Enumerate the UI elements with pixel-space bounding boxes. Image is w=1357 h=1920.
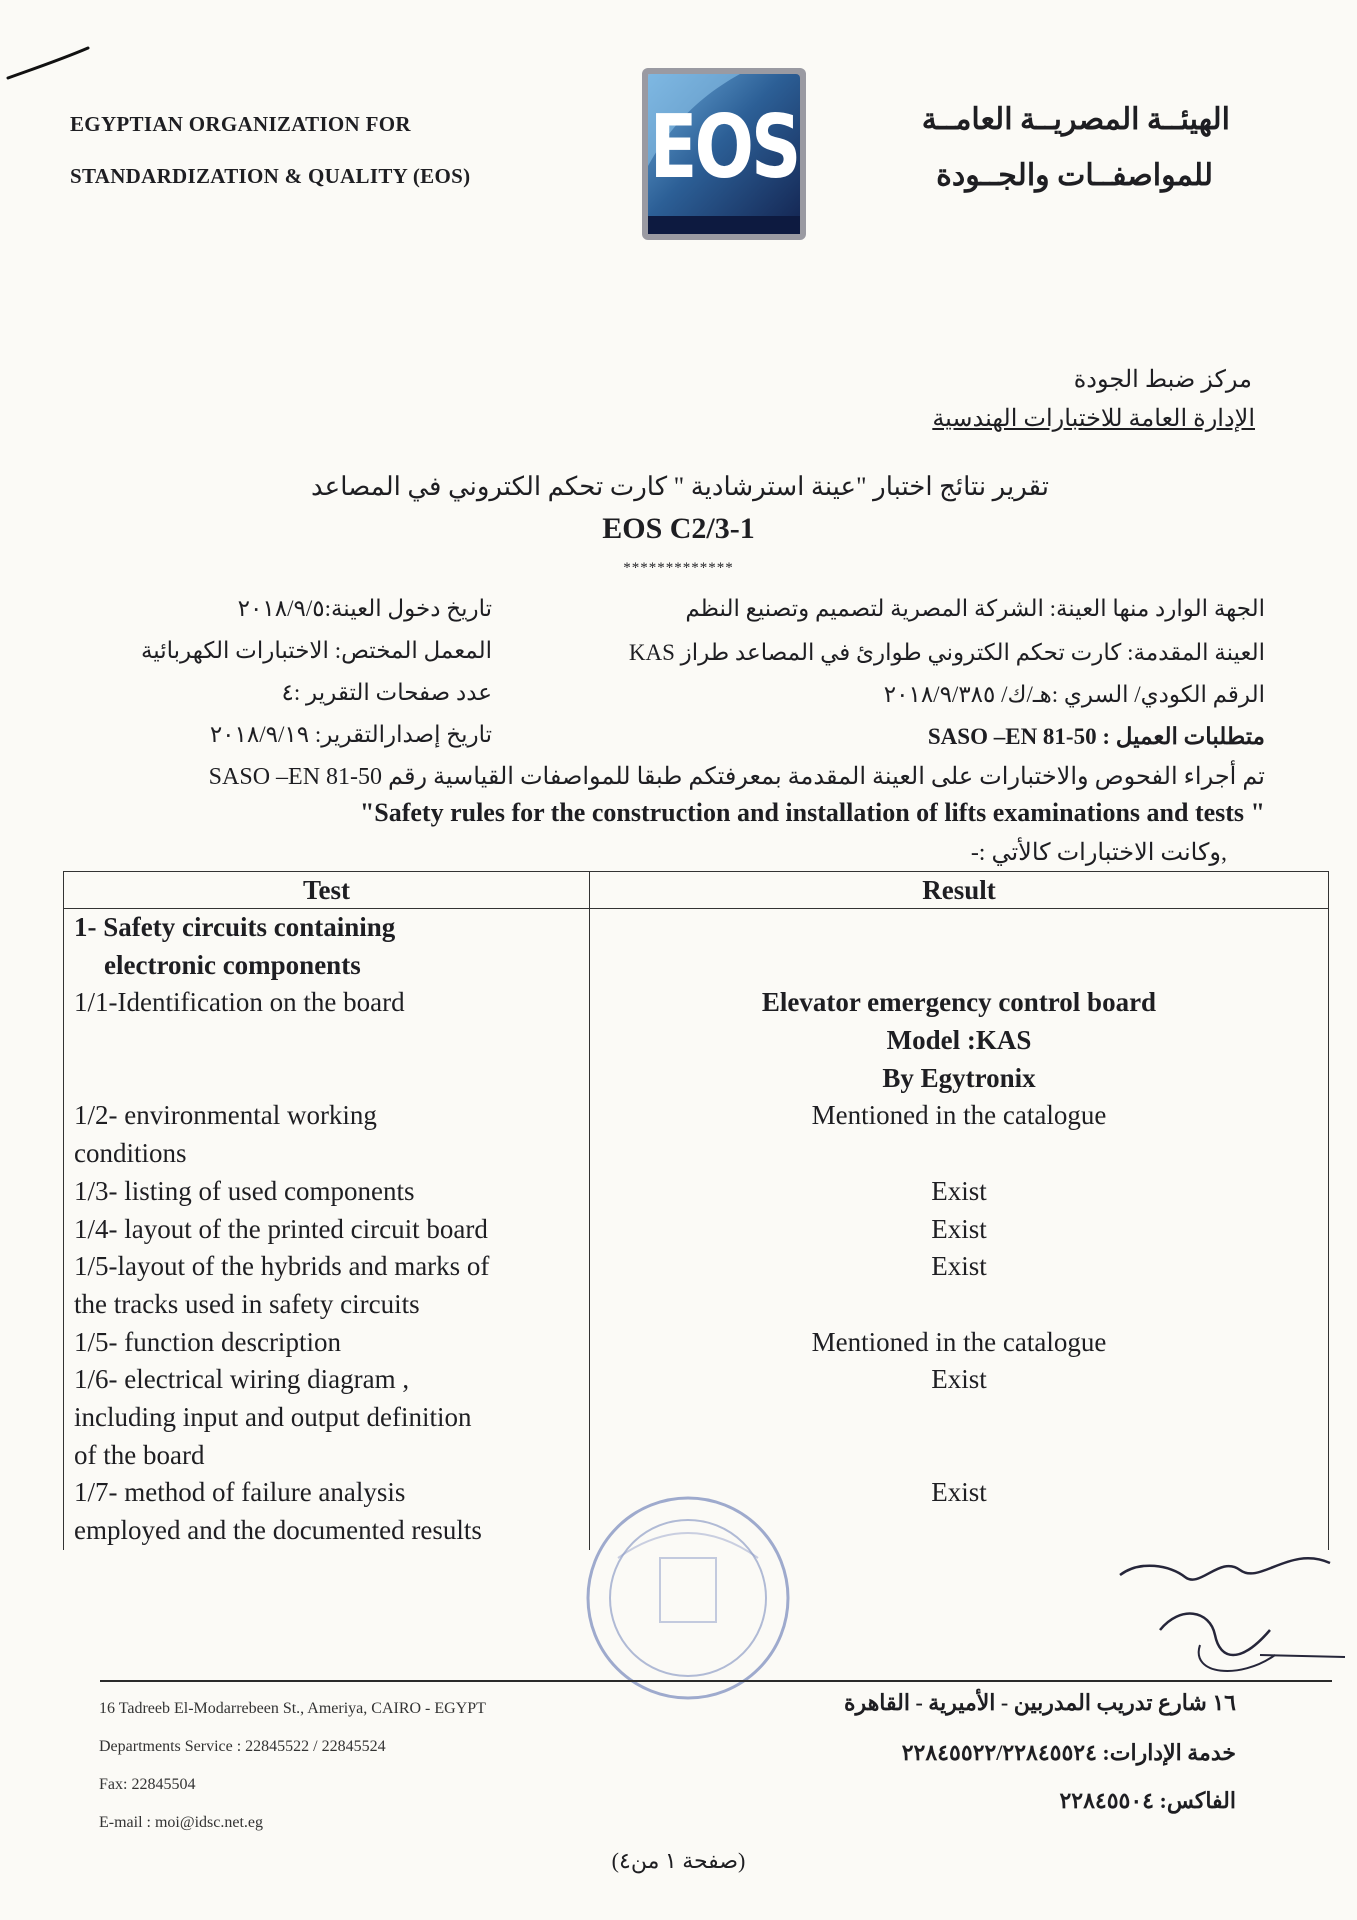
footer-phone-ar: خدمة الإدارات: ٢٢٨٤٥٥٢٢/٢٢٨٤٥٥٢٤ [901,1740,1236,1765]
intro-standard-title: "Safety rules for the construction and installation of lifts examinations and tests " [359,798,1265,827]
info-issue-date: تاريخ إصدارالتقرير: ٢٠١٨/٩/١٩ [209,722,492,747]
org-name-en-line2: STANDARDIZATION & QUALITY (EOS) [70,164,471,188]
test-line: electronic components [104,949,361,980]
result-line: Mentioned in the catalogue [811,1326,1107,1357]
result-line [590,1399,1328,1437]
test-line: 1/1-Identification on the board [74,987,405,1018]
test-line: 1- Safety circuits containing [74,912,396,942]
report-title: تقرير نتائج اختبار "عينة استرشادية " كارت تحكم الكتروني في المصاعد [311,472,1049,501]
department-center: مركز ضبط الجودة [1073,367,1252,393]
footer-fax-ar: الفاكس: ٢٢٨٤٥٥٠٤ [1059,1788,1236,1813]
test-line: 1/4- layout of the printed circuit board [74,1213,488,1244]
test-line: 1/5-layout of the hybrids and marks of [74,1251,490,1282]
pen-mark [0,30,100,90]
test-line: conditions [74,1138,187,1169]
test-line: 1/5- function description [74,1326,341,1357]
footer-fax-en: Fax: 22845504 [99,1776,196,1793]
result-line: Exist [931,1175,987,1206]
department-admin: الإدارة العامة للاختبارات الهندسية [932,406,1255,432]
result-line: Model :KAS [886,1025,1032,1056]
test-line: including input and output definition [74,1401,472,1432]
test-line: the tracks used in safety circuits [74,1288,420,1319]
org-name-ar-line1: الهيئــة المصريــة العامــة [921,103,1230,136]
eos-logo [640,66,808,242]
test-line: employed and the documented results [74,1515,482,1545]
info-pages: عدد صفحات التقرير :٤ [281,680,492,705]
header-test: Test [64,872,590,909]
footer-phone-en: Departments Service : 22845522 / 22845524 [99,1738,386,1755]
test-line: 1/6- electrical wiring diagram , [74,1364,410,1395]
test-line [64,1060,589,1098]
test-column [64,909,590,1550]
results-table [63,871,1329,1550]
info-submitter: الجهة الوارد منها العينة: الشركة المصرية لتصميم وتصنيع النظم [685,596,1265,621]
result-line [590,1286,1328,1324]
table-row [64,909,1329,1550]
official-stamp [578,1488,798,1708]
intro-line3: ,وكانت الاختبارات كالأتي :- [970,840,1227,866]
footer-rule [100,1680,1332,1682]
info-lab: المعمل المختص: الاختبارات الكهربائية [140,638,492,663]
result-column [590,909,1329,1550]
table-header-row [64,872,1329,909]
report-code: EOS C2/3-1 [602,512,755,545]
info-requirements: متطلبات العميل : SASO –EN 81-50 [927,724,1265,749]
result-line [590,947,1328,985]
title-stars: ************* [623,560,734,576]
result-line: Exist [931,1213,987,1244]
result-line: Mentioned in the catalogue [811,1100,1107,1131]
org-name-en-line1: EGYPTIAN ORGANIZATION FOR [70,112,411,136]
info-sample: العينة المقدمة: كارت تحكم الكتروني طوارئ في المصاعد طراز KAS [628,640,1265,665]
result-line [590,1135,1328,1173]
footer-address-en: 16 Tadreeb El-Modarrebeen St., Ameriya, CAIRO - EGYPT [99,1700,486,1717]
test-line: of the board [74,1439,205,1470]
intro-line1: تم أجراء الفحوص والاختبارات على العينة المقدمة بمعرفتكم طبقا للمواصفات القياسية رقم SASO –EN 81-50 [208,764,1265,790]
result-line: Elevator emergency control board [761,987,1157,1018]
result-line: Exist [931,1364,987,1395]
result-line [590,1437,1328,1475]
info-entry-date: تاريخ دخول العينة:٢٠١٨/٩/٥ [237,596,492,621]
result-line: Exist [931,1251,987,1282]
result-line: Exist [931,1477,987,1508]
logo-text: EOS [649,95,799,199]
signature [1100,1535,1350,1685]
result-line [590,909,1328,947]
info-code-number: الرقم الكودي/ السري :هـ/ك/ ٢٠١٨/٩/٣٨٥ [883,682,1265,707]
test-line: 1/3- listing of used components [74,1175,415,1206]
footer-email-en: E-mail : moi@idsc.net.eg [99,1814,264,1831]
header-result: Result [590,872,1329,909]
test-line: 1/2- environmental working [74,1100,377,1131]
test-line [64,1022,589,1060]
page-number: (صفحة ١ من٤) [611,1848,746,1873]
test-line: 1/7- method of failure analysis [74,1477,406,1508]
result-line: By Egytronix [882,1062,1036,1093]
footer-address-ar: ١٦ شارع تدريب المدربين - الأميرية - القاهرة [844,1690,1236,1715]
org-name-ar-line2: للمواصفــات والجــودة [936,159,1213,192]
